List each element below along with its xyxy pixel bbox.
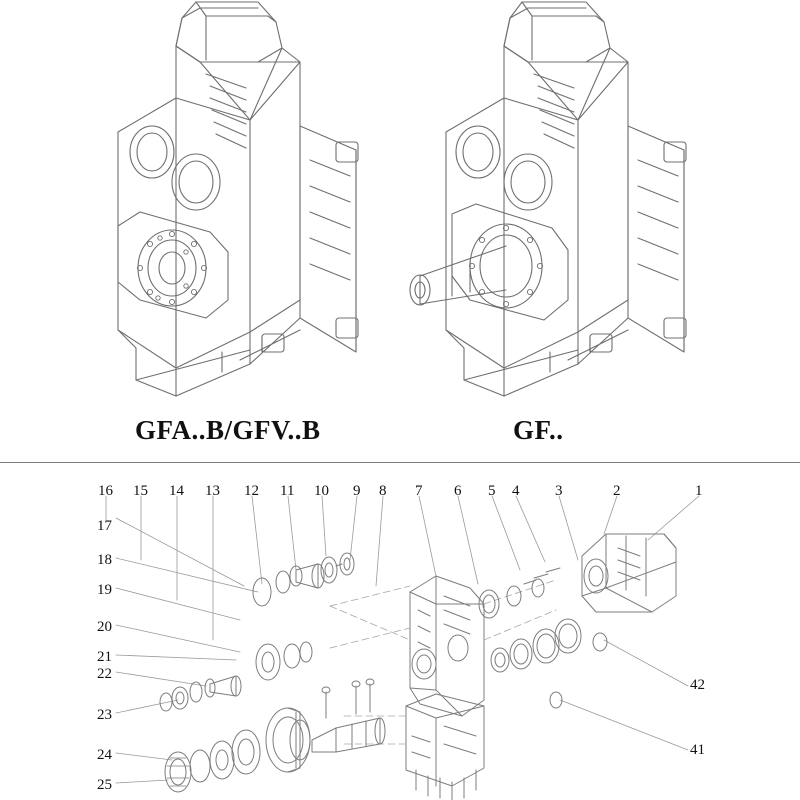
callout-18: 18: [97, 552, 112, 568]
callout-22: 22: [97, 666, 112, 682]
callout-16: 16: [98, 483, 113, 499]
callout-2: 2: [613, 483, 621, 499]
callout-10: 10: [314, 483, 329, 499]
callout-15: 15: [133, 483, 148, 499]
callout-9: 9: [353, 483, 361, 499]
callout-7: 7: [415, 483, 423, 499]
callout-42: 42: [690, 677, 705, 693]
callout-8: 8: [379, 483, 387, 499]
callout-4: 4: [512, 483, 520, 499]
callout-41: 41: [690, 742, 705, 758]
figure-caption-left: GFA..B/GFV..B: [135, 415, 321, 445]
callout-20: 20: [97, 619, 112, 635]
callout-25: 25: [97, 777, 112, 793]
figure-caption-right: GF..: [513, 415, 564, 445]
callout-14: 14: [169, 483, 184, 499]
callout-23: 23: [97, 707, 112, 723]
callout-11: 11: [280, 483, 295, 499]
callout-1: 1: [695, 483, 703, 499]
callout-6: 6: [454, 483, 462, 499]
callout-3: 3: [555, 483, 563, 499]
callout-24: 24: [97, 747, 112, 763]
callout-19: 19: [97, 582, 112, 598]
callout-12: 12: [244, 483, 259, 499]
callout-17: 17: [97, 518, 112, 534]
callout-13: 13: [205, 483, 220, 499]
callout-5: 5: [488, 483, 496, 499]
callout-21: 21: [97, 649, 112, 665]
